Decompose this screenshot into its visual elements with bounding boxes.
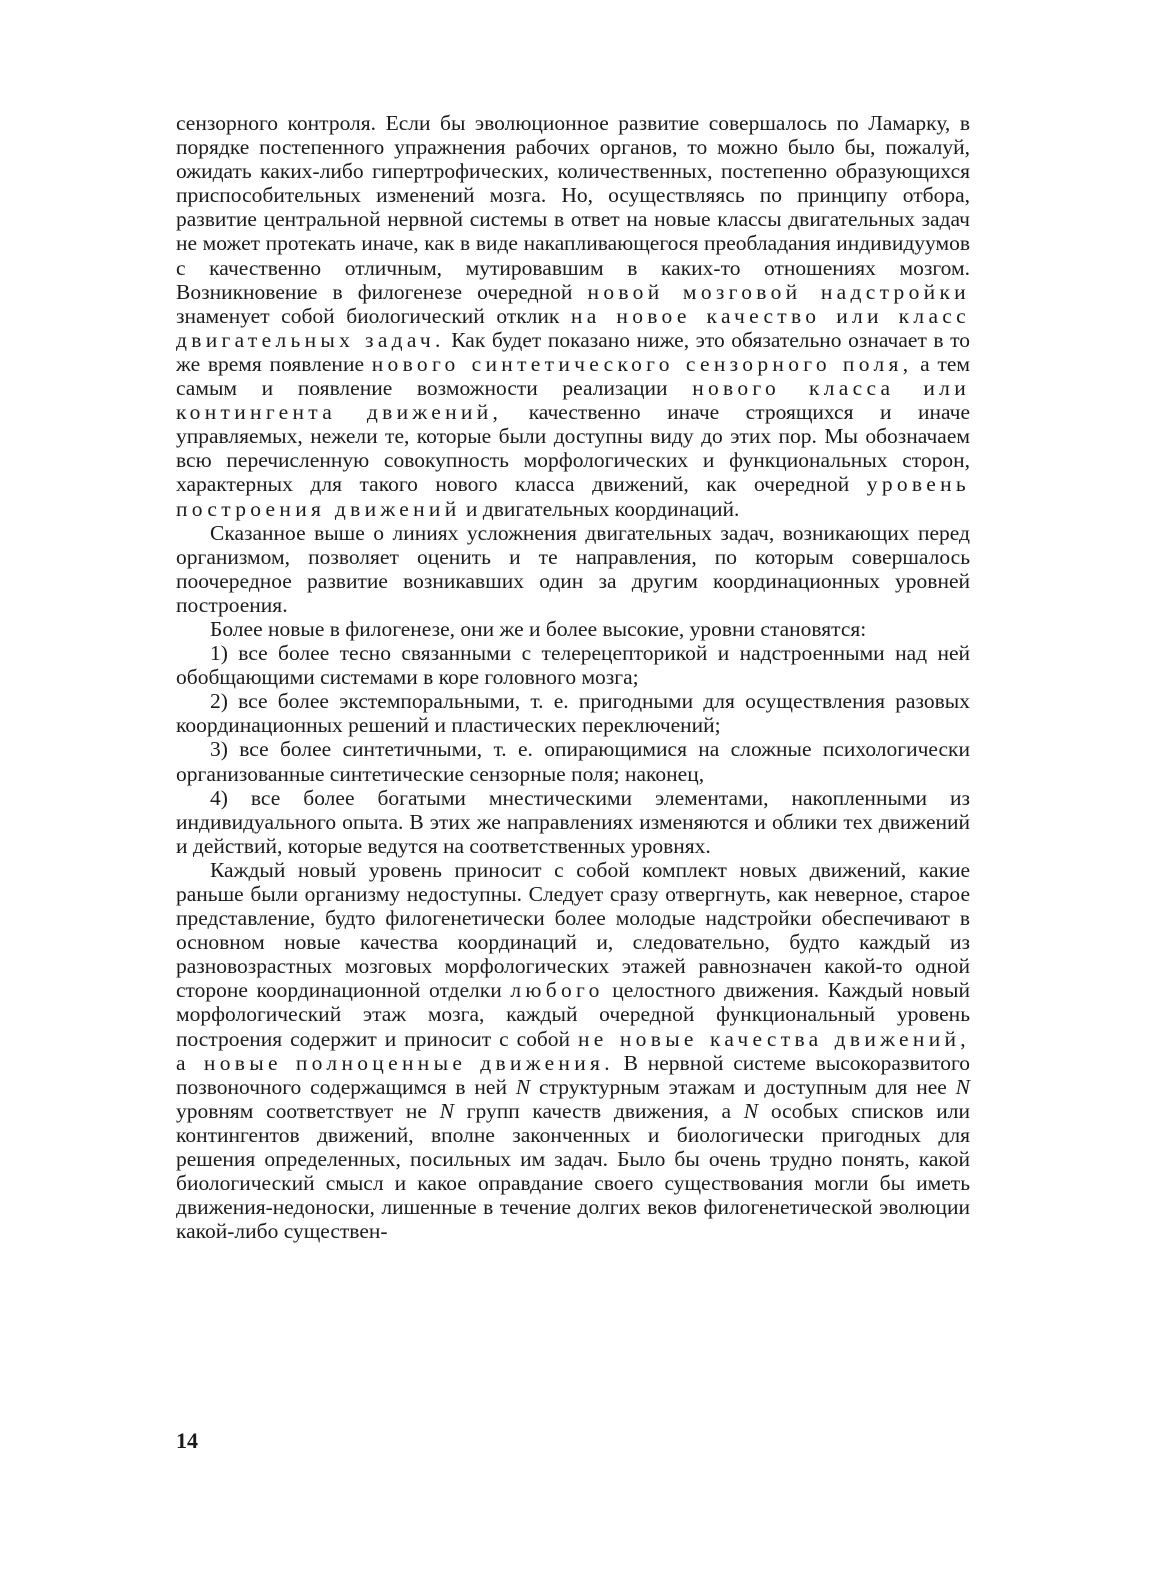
text-run: Как будет показано ниже, это обязательно означает в то же время появление	[176, 327, 970, 376]
paragraph	[176, 786, 970, 858]
text-run: уровням соответствует не	[176, 1098, 440, 1123]
paragraph	[176, 737, 970, 785]
text-run: Каждый новый уровень приносит с собой комплект новых движений, какие раньше были организму недоступны. Следует сразу отвергнуть, как неверное, старое представление, будто филогенетически более молодые надстройки обеспечивают в основном новые качества координаций и, следовательно, будто каждый из разновозрастных мозговых морфологических этажей равнозначен какой-то одной стороне координационной отделки	[176, 857, 970, 1003]
paragraph	[176, 641, 970, 689]
paragraph	[176, 858, 970, 1244]
text-run: Более новые в филогенезе, они же и более высокие, уровни становятся:	[210, 616, 867, 641]
text-run: 4) все более богатыми мнестическими элементами, накопленными из индивидуального опыта. В этих же направлениях изменяются и облики тех движений и действий, которые ведутся на соответственных уровнях.	[176, 785, 970, 858]
text-run: и двигательных координаций.	[460, 496, 740, 521]
italic-variable: N	[515, 1074, 531, 1099]
text-run: знаменует собой биологический отклик	[176, 303, 571, 328]
spaced-emphasis: на новое качество или класс двигательных задач.	[176, 303, 970, 352]
text-run: целостного движения. Каждый новый морфологический этаж мозга, каждый очередной функциональный уровень построения содержит и приносит с собой	[176, 978, 970, 1051]
text-run: а тем самым и появление возможности реализации	[176, 351, 971, 401]
paragraph	[176, 617, 970, 641]
text-run: особых списков или контингентов движений, вполне законченных и биологически пригодных для решения определенных, посильных им задач. Было бы очень трудно понять, какой биологический смысл и какое оправдание своего существования могли бы иметь движения-недоноски, лишенные в течение долгих веков филогенетической эволюции какой-либо существен-	[176, 1098, 971, 1244]
paragraph	[176, 111, 970, 521]
paragraph	[176, 689, 970, 737]
spaced-emphasis: не новые качества движений, а новые полноценные движения.	[176, 1026, 970, 1075]
body-text	[176, 111, 970, 1243]
italic-variable: N	[439, 1098, 454, 1123]
text-run: В нервной системе высокоразвитого позвоночного содержащимся в ней	[176, 1050, 970, 1099]
text-run: 2) все более экстемпоральными, т. е. пригодными для осуществления разовых координационных решений и пластических переключений;	[176, 689, 970, 738]
paragraph	[176, 521, 970, 617]
spaced-emphasis: нового синтетического сензорного поля,	[371, 351, 913, 376]
text-run: 3) все более синтетичными, т. е. опирающимися на сложные психологически организованные синтетические сензорные поля; наконец,	[176, 737, 970, 786]
spaced-emphasis: нового класса или контингента движений,	[176, 376, 971, 425]
spaced-emphasis: новой мозговой надстройки	[587, 279, 970, 304]
text-run: Сказанное выше о линиях усложнения двигательных задач, возникающих перед организмом, позволяет оценить и те направления, по которым совершалось поочередное развитие возникавших один за другим координационных уровней построения.	[176, 520, 970, 617]
page-number: 14	[176, 1428, 198, 1453]
text-run: сензорного контроля. Если бы эволюционное развитие совершалось по Ламарку, в порядке постепенного упражнения рабочих органов, то можно было бы, пожалуй, ожидать каких-либо гипертрофических, количественных, постепенно образующихся приспособительных изменений мозга. Но, осуществляясь по принципу отбора, развитие центральной нервной системы в ответ на новые классы двигательных задач не может протекать иначе, как в виде накапливающегося преобладания индивидуумов с качественно отличным, мутировавшим в каких-то отношениях мозгом. Возникновение в филогенезе очередной	[176, 111, 970, 304]
italic-variable: N	[955, 1074, 970, 1099]
text-run: качественно иначе строящихся и иначе управляемых, нежели те, которые были доступны виду до этих пор. Мы обозначаем всю перечисленную совокупность морфологических и функциональных сторон, характерных для такого нового класса движений, как очередной	[176, 400, 970, 497]
text-run: 1) все более тесно связанными с телерецепторикой и надстроенными над ней обобщающими системами в коре головного мозга;	[176, 641, 970, 690]
spaced-emphasis: любого	[510, 978, 604, 1003]
text-run: групп качеств движения, а	[454, 1098, 744, 1123]
text-run: структурным этажам и доступным для нее	[530, 1074, 956, 1099]
spaced-emphasis: уровень построения движений	[176, 472, 970, 521]
italic-variable: N	[743, 1098, 759, 1123]
